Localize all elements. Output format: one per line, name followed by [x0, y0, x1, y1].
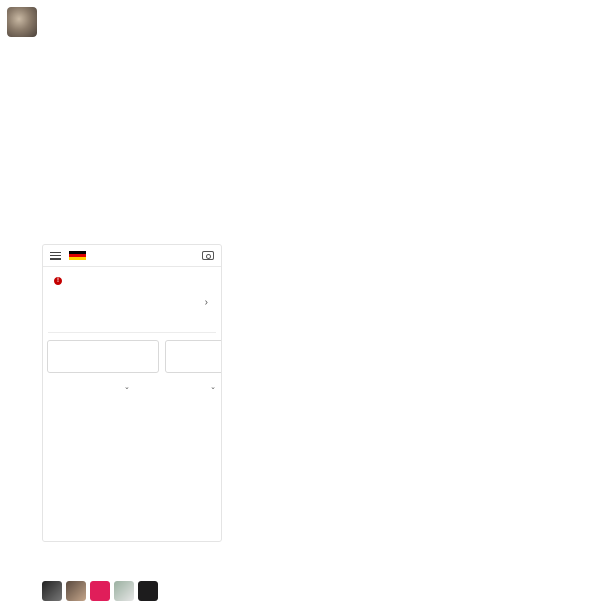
message [42, 6, 594, 61]
today-second-card [165, 340, 222, 373]
alert-icon: ! [54, 277, 62, 285]
stat-previous-7-days [104, 397, 160, 398]
thread-avatar[interactable] [90, 581, 110, 601]
chevron-down-icon: ⌄ [210, 384, 216, 391]
thread-avatar[interactable] [114, 581, 134, 601]
camera-icon [202, 251, 214, 260]
sales-bar-chart [43, 427, 222, 542]
message-header [42, 6, 594, 24]
chevron-down-icon: ⌄ [124, 384, 130, 391]
author-avatar[interactable] [7, 7, 37, 37]
chevron-right-icon: › [204, 297, 208, 308]
covid-announcement [48, 273, 216, 333]
german-flag-icon [69, 251, 86, 261]
seller-app-header [43, 245, 221, 267]
attached-image[interactable] [42, 244, 222, 542]
sales-filters [48, 382, 216, 392]
thread-summary[interactable] [42, 581, 178, 601]
thread-more-avatars[interactable] [138, 581, 158, 601]
stat-last-year [160, 397, 216, 398]
stat-last-7-days [48, 397, 104, 398]
sales-cards [47, 340, 221, 373]
thread-avatar[interactable] [66, 581, 86, 601]
today-sales-card [47, 340, 159, 373]
sales-stats [48, 397, 216, 398]
thread-avatar[interactable] [42, 581, 62, 601]
message-body [42, 25, 594, 61]
hamburger-menu-icon [50, 252, 61, 260]
